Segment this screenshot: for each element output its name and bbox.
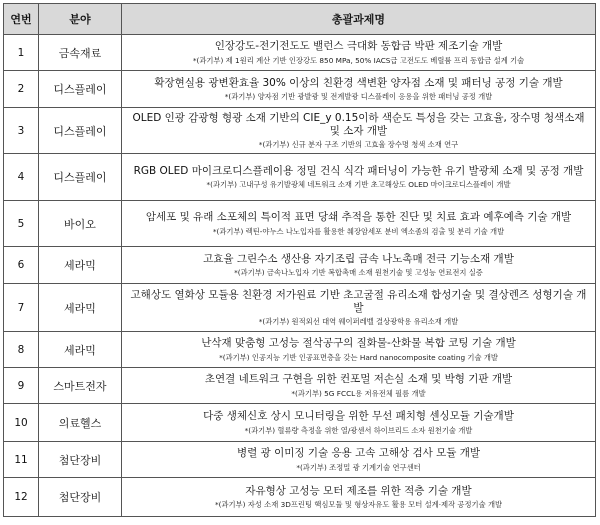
project-title: 고해상도 열화상 모듈용 친환경 저가원료 기반 초고굴절 유리소재 합성기술 및 결상렌즈 성형기술 개발 xyxy=(130,288,587,314)
row-title-cell xyxy=(122,247,596,284)
sub-project: *(과기부) 원적외선 대역 웨이퍼레벨 결상광학용 유리소재 개발 xyxy=(258,317,459,327)
row-title-cell xyxy=(122,442,596,478)
header-number: 연번 xyxy=(4,4,39,35)
table-row xyxy=(4,154,596,201)
row-field: 디스플레이 xyxy=(39,154,122,201)
row-title-cell xyxy=(122,201,596,247)
project-title: 인장강도-전기전도도 밸런스 극대화 동합금 박판 제조기술 개발 xyxy=(214,40,503,53)
row-field: 첨단장비 xyxy=(39,442,122,478)
row-field: 바이오 xyxy=(39,201,122,247)
project-title: 병렬 광 이미징 기술 응용 고속 고해상 검사 모듈 개발 xyxy=(236,447,481,460)
row-number: 10 xyxy=(4,404,39,442)
project-table xyxy=(3,3,596,517)
row-field: 세라믹 xyxy=(39,332,122,368)
row-number: 9 xyxy=(4,368,39,404)
table-row xyxy=(4,442,596,478)
row-number: 8 xyxy=(4,332,39,368)
row-title-cell xyxy=(122,478,596,517)
row-field: 세라믹 xyxy=(39,284,122,332)
project-title: 고효율 그린수소 생산용 자기조립 금속 나노촉매 전극 기능소재 개발 xyxy=(203,252,514,265)
row-number: 5 xyxy=(4,201,39,247)
row-title-cell xyxy=(122,284,596,332)
row-field: 세라믹 xyxy=(39,247,122,284)
table-row xyxy=(4,71,596,108)
project-title: 자유형상 고성능 모터 제조를 위한 적층 기술 개발 xyxy=(245,484,472,497)
project-title: 암세포 및 유래 소포체의 특이적 표면 당쇄 추적을 통한 진단 및 치료 효과 예후예측 기술 개발 xyxy=(145,211,572,224)
sub-project: *(과기부) 자성 소재 3D프린팅 핵심모듈 및 형상자유도 활용 모터 설계·제작 공정기술 개발 xyxy=(214,500,503,509)
project-title: 다중 생체신호 상시 모니터링을 위한 무선 패치형 센싱모듈 기술개발 xyxy=(203,410,514,423)
row-title-cell xyxy=(122,154,596,201)
sub-project: *(과기부) 5G FCCL용 저유전체 필름 개발 xyxy=(291,388,426,398)
row-title-cell xyxy=(122,71,596,108)
sub-project: *(과기부) 신규 분자 구조 기반의 고효율 장수명 청색 소재 연구 xyxy=(258,140,459,150)
sub-project: *(과기부) 인공지능 기반 인공표면층을 갖는 Hard nanocomposite coating 기술 개발 xyxy=(219,352,498,362)
sub-project: *(과기부) 제 1원리 계산 기반 인장강도 850 MPa, 50% IACS급 고전도도 베릴륨 프리 동합금 설계 기술 xyxy=(192,55,525,65)
row-title-cell xyxy=(122,35,596,71)
header-field: 분야 xyxy=(39,4,122,35)
sub-project: *(과기부) 양자점 기반 광발광 및 전계발광 디스플레이 응용을 위한 패터닝 공정 개발 xyxy=(224,92,493,101)
sub-project: *(과기부) 고내구성 유기발광체 네트워크 소재 기반 초고해상도 OLED 마이크로디스플레이 개발 xyxy=(206,180,511,189)
row-field: 첨단장비 xyxy=(39,478,122,517)
row-title-cell xyxy=(122,108,596,154)
row-title-cell xyxy=(122,404,596,442)
row-number: 11 xyxy=(4,442,39,478)
sub-project: *(과기부) 조정밀 광 기계기술 연구센터 xyxy=(296,462,421,472)
row-title-cell xyxy=(122,368,596,404)
project-title: 난삭재 맞춤형 고성능 절삭공구의 질화물-산화물 복합 코팅 기술 개발 xyxy=(201,337,516,350)
sub-project: *(과기부) 혈류량 측정을 위한 열/광센서 하이브리드 소자 원천기술 개발 xyxy=(244,425,473,435)
table-row xyxy=(4,368,596,404)
row-title-cell xyxy=(122,332,596,368)
row-number: 12 xyxy=(4,478,39,517)
row-field: 디스플레이 xyxy=(39,71,122,108)
table-row xyxy=(4,201,596,247)
row-field: 스마트전자 xyxy=(39,368,122,404)
sub-project: *(과기부) 렉틴-야누스 나노입자를 활용한 췌장암세포 분비 엑소좀의 검출 및 분리 기술 개발 xyxy=(212,226,505,236)
row-number: 4 xyxy=(4,154,39,201)
row-number: 1 xyxy=(4,35,39,71)
project-title: RGB OLED 마이크로디스플레이용 정밀 건식 식각 패터닝이 가능한 유기 발광체 소재 및 공정 개발 xyxy=(133,164,584,177)
sub-project: *(과기부) 금속나노입자 기반 복합촉매 소재 원천기술 및 고성능 연료전지 실증 xyxy=(234,268,483,277)
table-row xyxy=(4,332,596,368)
row-field: 의료헬스 xyxy=(39,404,122,442)
project-title: 확장현실용 광변환효율 30% 이상의 친환경 색변환 양자점 소재 및 패터닝 공정 기술 개발 xyxy=(154,76,563,89)
row-number: 6 xyxy=(4,247,39,284)
table-row xyxy=(4,247,596,284)
row-field: 디스플레이 xyxy=(39,108,122,154)
row-number: 2 xyxy=(4,71,39,108)
row-field: 금속재료 xyxy=(39,35,122,71)
row-number: 7 xyxy=(4,284,39,332)
table-row xyxy=(4,35,596,71)
row-number: 3 xyxy=(4,108,39,154)
table-row xyxy=(4,478,596,517)
table-row xyxy=(4,108,596,154)
project-title: OLED 인광 감광형 형광 소재 기반의 CIE_y 0.15이하 색순도 특성을 갖는 고효율, 장수명 청색소재 및 소자 개발 xyxy=(132,111,585,137)
header-project-title: 총괄과제명 xyxy=(122,4,596,35)
table-header-row xyxy=(4,4,596,35)
table-row xyxy=(4,284,596,332)
project-title: 초연결 네트워크 구현을 위한 컨포멀 저손실 소재 및 박형 기판 개발 xyxy=(204,373,513,386)
table-row xyxy=(4,404,596,442)
